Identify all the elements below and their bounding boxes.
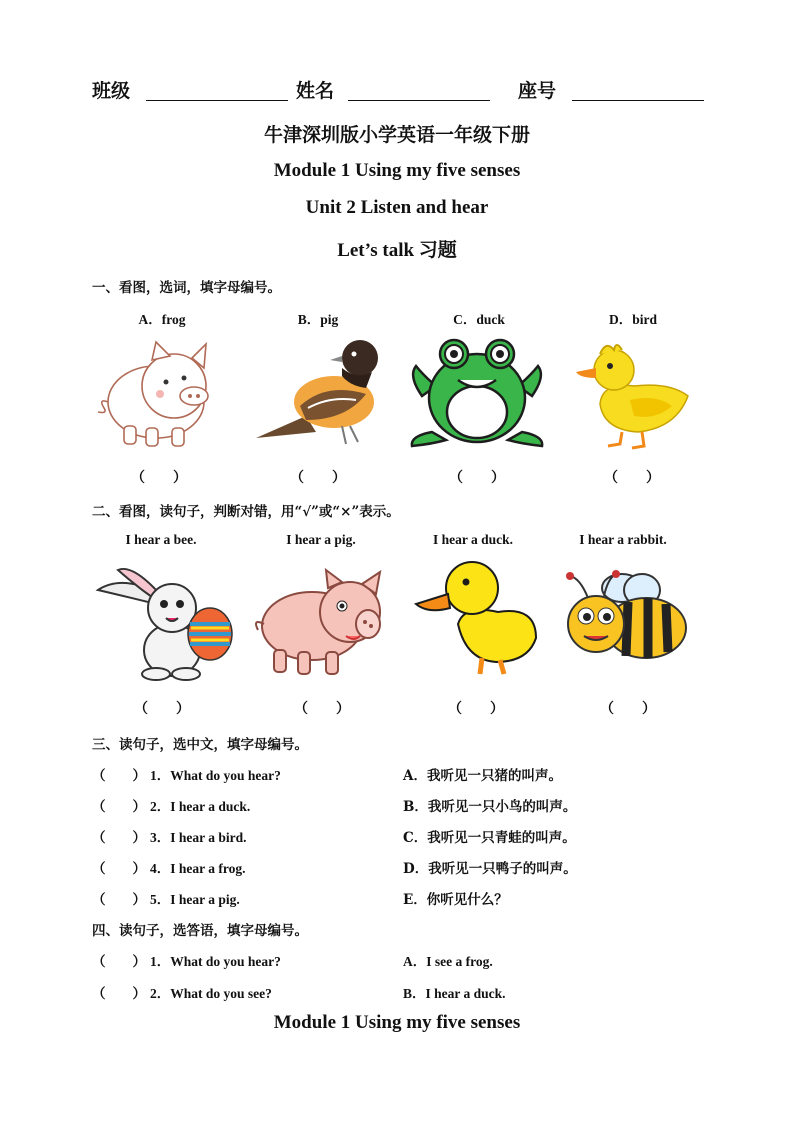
choice-c: C．我听见一只青蛙的叫声。 bbox=[403, 830, 576, 846]
question-text: 5．I hear a pig. bbox=[150, 892, 240, 907]
question-row bbox=[92, 826, 392, 846]
question-row bbox=[92, 764, 392, 784]
question-text: 2．What do you see? bbox=[150, 986, 272, 1001]
section1-heading: 一、看图，选词，填字母编号。 bbox=[92, 280, 281, 296]
student-info-row bbox=[92, 76, 712, 106]
question-text: 3．I hear a bird. bbox=[150, 830, 247, 845]
question-text: 1．What do you hear? bbox=[150, 954, 281, 969]
sentence-4: I hear a rabbit. bbox=[579, 532, 667, 547]
pig-sketch-image bbox=[94, 336, 244, 454]
question-text: 2．I hear a duck. bbox=[150, 799, 251, 814]
seat-label: 座号 bbox=[518, 80, 557, 102]
reply-b: B．I hear a duck. bbox=[403, 986, 506, 1001]
book-title: 牛津深圳版小学英语一年级下册 bbox=[263, 124, 530, 146]
answer-blank[interactable]: （ ） bbox=[92, 830, 146, 845]
answer-blank-1a[interactable]: （ ） bbox=[131, 470, 187, 486]
section4-heading: 四、读句子，选答语，填字母编号。 bbox=[92, 923, 308, 939]
section3-heading: 三、读句子，选中文，填字母编号。 bbox=[92, 737, 308, 753]
question-text: 4．I hear a frog. bbox=[150, 861, 246, 876]
choice-a: A．我听见一只猪的叫声。 bbox=[403, 768, 562, 784]
choice-d: D．我听见一只鸭子的叫声。 bbox=[403, 861, 577, 877]
answer-blank-2b[interactable]: （ ） bbox=[294, 701, 350, 717]
answer-blank[interactable]: （ ） bbox=[92, 892, 146, 907]
class-label: 班级 bbox=[92, 80, 131, 102]
answer-blank[interactable]: （ ） bbox=[92, 768, 146, 783]
bee-image bbox=[556, 566, 706, 684]
question-row bbox=[92, 857, 392, 877]
answer-blank-2a[interactable]: （ ） bbox=[134, 701, 190, 717]
answer-blank[interactable]: （ ） bbox=[92, 986, 146, 1001]
answer-blank[interactable]: （ ） bbox=[92, 954, 146, 969]
class-field[interactable] bbox=[146, 100, 288, 101]
reply-a: A．I see a frog. bbox=[403, 954, 493, 969]
answer-blank[interactable]: （ ） bbox=[92, 799, 146, 814]
option-c: C．duck bbox=[453, 312, 505, 327]
module-title: Module 1 Using my five senses bbox=[273, 160, 521, 181]
question-row bbox=[92, 982, 392, 1002]
answer-blank-1d[interactable]: （ ） bbox=[604, 470, 660, 486]
sentence-3: I hear a duck. bbox=[432, 532, 514, 547]
frog-image bbox=[402, 336, 552, 454]
option-b: B．pig bbox=[297, 312, 339, 327]
answer-blank-1b[interactable]: （ ） bbox=[290, 470, 346, 486]
unit-title: Unit 2 Listen and hear bbox=[305, 197, 489, 218]
name-field[interactable] bbox=[348, 100, 490, 101]
choice-b: B．我听见一只小鸟的叫声。 bbox=[403, 799, 577, 815]
section2-heading: 二、看图，读句子，判断对错，用“√”或“×”表示。 bbox=[92, 504, 400, 520]
sentence-2: I hear a pig. bbox=[286, 532, 356, 547]
name-label: 姓名 bbox=[296, 80, 335, 102]
option-d: D．bird bbox=[608, 312, 657, 327]
option-a: A．frog bbox=[138, 312, 186, 327]
sentence-1: I hear a bee. bbox=[125, 532, 197, 547]
footer-module-title: Module 1 Using my five senses bbox=[273, 1012, 521, 1033]
pig-image bbox=[250, 564, 400, 682]
answer-blank-2d[interactable]: （ ） bbox=[600, 701, 656, 717]
choice-e: E．你听见什么？ bbox=[403, 892, 508, 908]
seat-field[interactable] bbox=[572, 100, 704, 101]
duckling-image bbox=[408, 558, 558, 676]
lesson-title: Let’s talk 习题 bbox=[337, 240, 457, 261]
question-row bbox=[92, 795, 392, 815]
answer-blank[interactable]: （ ） bbox=[92, 861, 146, 876]
duck-image bbox=[560, 336, 710, 454]
bird-image bbox=[246, 336, 396, 454]
rabbit-image bbox=[92, 564, 242, 682]
answer-blank-1c[interactable]: （ ） bbox=[449, 470, 505, 486]
question-text: 1．What do you hear? bbox=[150, 768, 281, 783]
question-row bbox=[92, 888, 392, 908]
answer-blank-2c[interactable]: （ ） bbox=[448, 701, 504, 717]
question-row bbox=[92, 950, 392, 970]
